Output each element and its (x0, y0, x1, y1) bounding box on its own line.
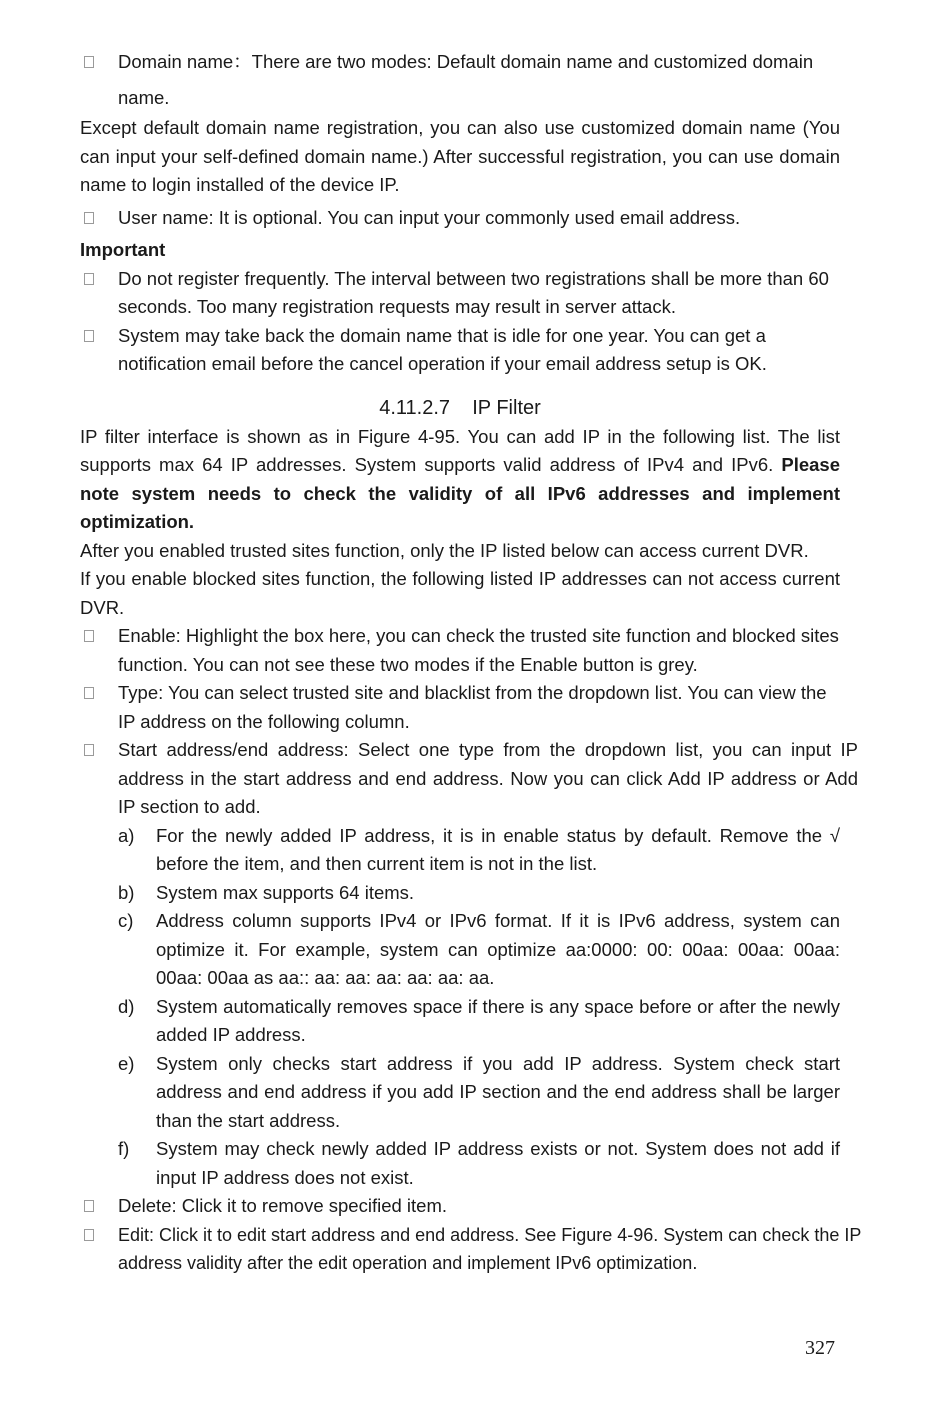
sub-item (80, 993, 840, 1050)
important-heading: Important (80, 239, 166, 260)
sub-item (80, 879, 840, 908)
sub-item (80, 1050, 840, 1136)
sub-item-label: a) (118, 824, 135, 846)
bullet-edit (80, 1221, 870, 1278)
user-name-text: User name: It is optional. You can input your commonly used email address. (118, 206, 741, 228)
enable-text: Enable: Highlight the box here, you can check the trusted site function and blocked sites function. You can not see these two modes if the Enable button is grey. (118, 625, 839, 675)
trusted-paragraph: After you enabled trusted sites function, only the IP listed below can access current DVR. (80, 539, 809, 561)
section-heading: 4.11.2.7 IP Filter (379, 396, 541, 419)
sub-item (80, 1135, 840, 1192)
sub-item-text: System only checks start address if you add IP address. System check start address and end address if you add IP section and the end address shall be larger than the start address. (156, 1052, 840, 1131)
note-1-text: Do not register frequently. The interval between two registrations shall be more than 60 seconds. Too many registration requests may result in server attack. (118, 267, 829, 317)
domain-name-line2: name. (118, 87, 170, 108)
intro-bold-text: Please note system needs to check the validity of all IPv6 addresses and implement optimization. (80, 454, 841, 532)
sub-item-label: c) (118, 910, 134, 931)
intro-paragraph (80, 423, 840, 537)
sub-item (80, 822, 840, 879)
delete-text: Delete: Click it to remove specified item. (118, 1195, 448, 1216)
sub-item (80, 907, 840, 993)
sub-item-label: d) (118, 995, 135, 1017)
document-page (80, 48, 862, 1278)
sub-item-text: Address column supports IPv4 or IPv6 format. If it is IPv6 address, system can optimize it. For example, system can optimize aa:0000: 00: 00aa: 00aa: 00aa: 00aa: 00aa as aa:: aa: aa: aa: aa: aa: aa. (156, 910, 840, 988)
bullet-delete (80, 1192, 840, 1221)
sub-item-label: e) (118, 1052, 135, 1074)
bullet-enable (80, 622, 840, 679)
bullet-start-end (80, 736, 858, 822)
bullet-note-2 (80, 322, 840, 379)
sub-item-list (80, 822, 840, 1193)
start-end-text: Start address/end address: Select one type from the dropdown list, you can input IP address in the start address and end address. Now you can click Add IP address or Add IP section to add. (118, 739, 858, 817)
page-number: 327 (805, 1337, 835, 1359)
sub-item-text: System max supports 64 items. (156, 881, 415, 903)
except-paragraph: Except default domain name registration, you can also use customized domain name (You can input your self-defined domain name.) After successful registration, you can use domain name to login installed of the device IP. (80, 117, 840, 195)
sub-item-label: b) (118, 881, 135, 903)
blocked-paragraph: If you enable blocked sites function, the following listed IP addresses can not access current DVR. (80, 568, 840, 618)
type-text: Type: You can select trusted site and blacklist from the dropdown list. You can view the IP address on the following column. (118, 682, 827, 732)
domain-name-line1: Domain name：There are two modes: Default domain name and customized domain (118, 51, 814, 72)
edit-text: Edit: Click it to edit start address and end address. See Figure 4-96. System can check the IP address validity after the edit operation and implement IPv6 optimization. (118, 1224, 862, 1273)
bullet-domain-name (80, 48, 840, 112)
sub-item-text: For the newly added IP address, it is in enable status by default. Remove the √ before the item, and then current item is not in the list. (156, 824, 840, 874)
intro-normal-text: IP filter interface is shown as in Figure 4-95. You can add IP in the following list. The list supports max 64 IP addresses. System supports valid address of IPv4 and IPv6. (80, 425, 840, 475)
sub-item-text: System may check newly added IP address exists or not. System does not add if input IP address does not exist. (156, 1138, 840, 1188)
sub-item-text: System automatically removes space if there is any space before or after the newly added IP address. (156, 995, 840, 1045)
note-2-text: System may take back the domain name that is idle for one year. You can get a notification email before the cancel operation if your email address setup is OK. (118, 324, 767, 374)
bullet-type (80, 679, 840, 736)
sub-item-label: f) (118, 1138, 130, 1159)
bullet-user-name (80, 204, 840, 233)
bullet-note-1 (80, 265, 840, 322)
